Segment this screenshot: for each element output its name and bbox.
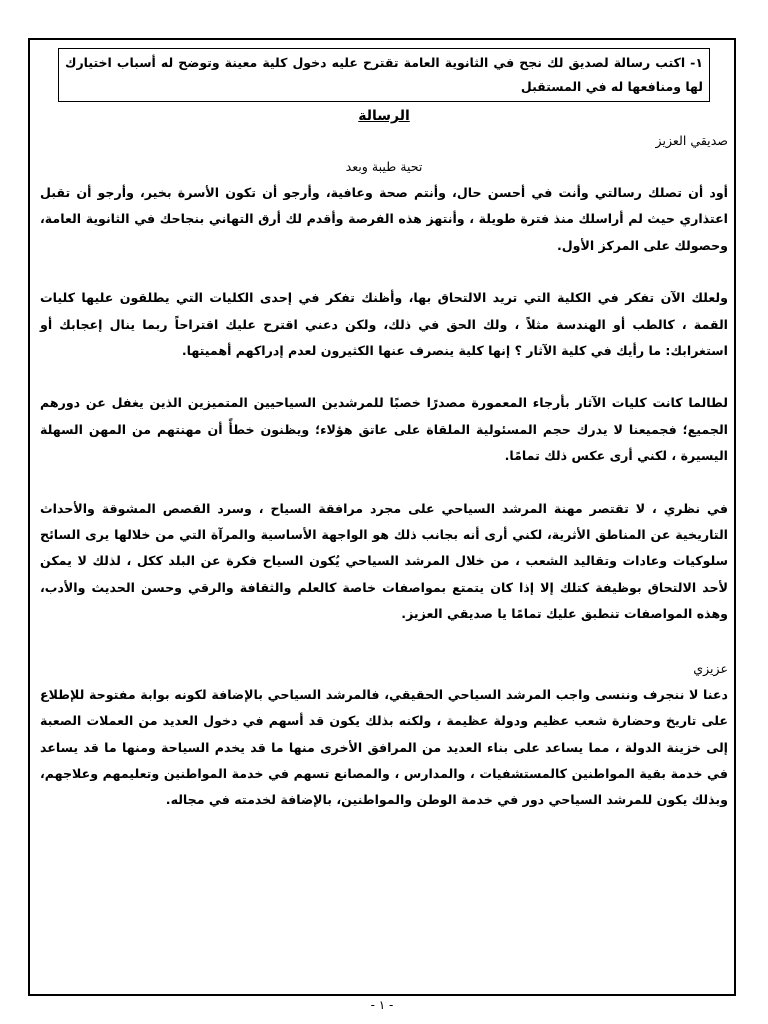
salutation: صديقي العزيز xyxy=(655,133,728,148)
page-frame xyxy=(28,38,736,1012)
letter-body xyxy=(40,104,728,814)
question-box: ١- اكتب رسالة لصديق لك نجح في الثانوية العامة تقترح عليه دخول كلية معينة وتوضح له أسباب اختيارك لها ومنافعها له في المستقبل xyxy=(58,48,710,102)
letter-title: الرسالة xyxy=(358,108,410,124)
greeting: تحية طيبة وبعد xyxy=(345,159,423,174)
paragraph-2: ولعلك الآن تفكر في الكلية التي تريد الالتحاق بها، وأظنك تفكر في إحدى الكليات التي يطلقون عليها كليات القمة ، كالطب أو الهندسة مثلاً ، ولك الحق في ذلك، ولكن دعني اقترح عليك اقتراحاً ربما ينال إعجابك أو استغرابك: ما رأيك في كلية الآثار ؟ إنها كلية ينصرف عنها الكثيرون لعدم إدراكهم أهميتها. xyxy=(40,290,728,359)
paragraph-3: لطالما كانت كليات الآثار بأرجاء المعمورة مصدرًا خصبًا للمرشدين السياحيين المتميزين الذين يغفل عن دورهم الجميع؛ فجميعنا لا يدرك حجم المسئولية الملقاة على عاتق هؤلاء؛ ويظنون خطأً أن مهنتهم من المهن السهلة اليسيرة ، لكني أرى عكس ذلك تمامًا. xyxy=(40,395,728,464)
paragraph-1: أود أن تصلك رسالتي وأنت في أحسن حال، وأنتم صحة وعافية، وأرجو أن تكون الأسرة بخير، وأرجو أن تقبل اعتذاري حيث لم أراسلك منذ فترة طويلة ، وأنتهز هذه الفرصة وأقدم لك أرق التهاني بنجاحك في الثانوية العامة، وحصولك على المركز الأول. xyxy=(40,185,728,253)
addressee: عزيزي xyxy=(693,660,728,676)
paragraph-5: دعنا لا ننجرف وننسى واجب المرشد السياحي الحقيقي، فالمرشد السياحي بالإضافة لكونه بوابة مفتوحة للإطلاع على تاريخ وحضارة شعب عظيم ودولة عظيمة ، ولكنه بذلك يكون قد أسهم في دخول العديد من العملات الصعبة إلى خزينة الدولة ، مما يساعد على بناء العديد من المرافق الأخرى منها ما قد يخدم السياحة ومنها ما قد يساعد في خدمة بقية المواطنين كالمستشفيات ، والمدارس ، والمصانع تسهم في خدمة المواطنين وتعليمهم وعلاجهم، وبذلك يكون للمرشد السياحي دور في خدمة الوطن والمواطنين، بالإضافة لخدمته في مجاله. xyxy=(40,686,728,808)
page-number: - ١ - xyxy=(370,998,394,1012)
paragraph-4: في نظري ، لا تقتصر مهنة المرشد السياحي على مجرد مرافقة السياح ، وسرد القصص المشوقة والأحداث التاريخية عن المناطق الأثرية، لكني أرى أنه بجانب ذلك هو الواجهة الأساسية والمرآة التي من خلالها يرى السائح سلوكيات وعادات وتقاليد الشعب ، من خلال المرشد السياحي يُكون السياح فكرة عن البلد ككل ، لذلك لا يمكن لأحد الالتحاق بوظيفة كتلك إلا إذا كان يتمتع بمواصفات خاصة كالعلم والثقافة والرقي وحسن الحديث والأدب، وهذه المواصفات تنطبق عليك تمامًا يا صديقي العزيز. xyxy=(40,500,728,622)
